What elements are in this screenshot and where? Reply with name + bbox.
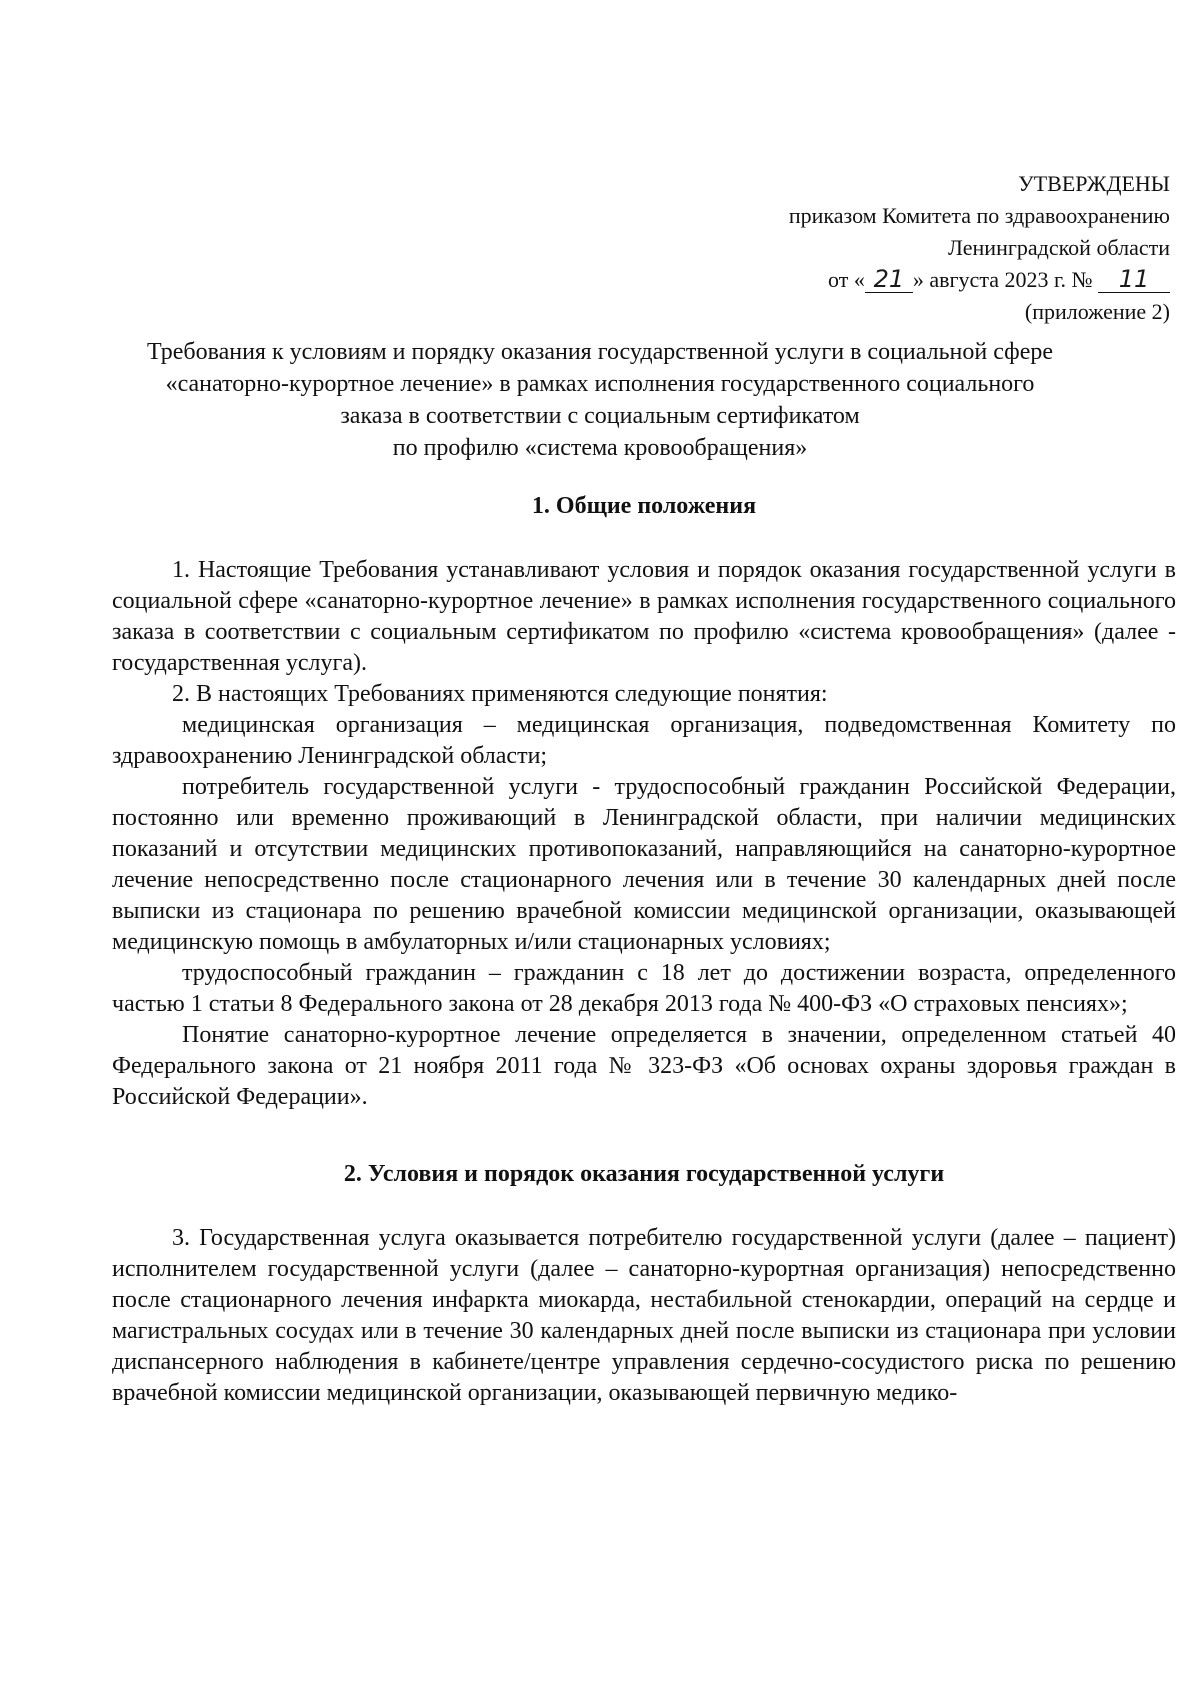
section-1-heading: 1. Общие положения [531,493,757,519]
paragraph-3: 3. Государственная услуга оказывается потребителю государственной услуги (далее – пациент) исполнителем государственной услуги (далее – санаторно-курортная организация) непосредственно после стационарного лечения инфаркта миокарда, нестабильной стенокардии, операций на сердце и магистральных сосудах или в течение 30 календарных дней после выписки из стационара при условии диспансерного наблюдения в кабинете/центре управления сердечно-сосудистого риска по решению врачебной комиссии медицинской организации, оказывающей первичную медико- [112,1225,1176,1406]
approval-appendix: (приложение 2) [1024,299,1170,324]
title-line-4: по профилю «система кровообращения» [392,435,808,461]
date-prefix: от « [828,267,865,292]
definition-service-consumer: потребитель государственной услуги - трудоспособный гражданин Российской Федерации, постоянно или временно проживающий в Ленинградской области, при наличии медицинских показаний и отсутствии медицинских противопоказаний, направляющийся на санаторно-курортное лечение непосредственно после стационарного лечения или в течение 30 календарных дней после выписки из стационара по решению врачебной комиссии медицинской организации, оказывающей медицинскую помощь в амбулаторных и/или стационарных условиях; [112,774,1176,955]
handwritten-day: 21 [865,266,913,293]
definition-able-bodied-citizen: трудоспособный гражданин – гражданин с 18 лет до достижении возраста, определенного частью 1 статьи 8 Федерального закона от 28 декабря 2013 года № 400-ФЗ «О страховых пенсиях»; [112,960,1176,1017]
document-body [112,491,1176,1409]
approval-status: УТВЕРЖДЕНЫ [1018,171,1170,196]
paragraph-1: 1. Настоящие Требования устанавливают условия и порядок оказания государственной услуги в социальной сфере «санаторно-курортное лечение» в рамках исполнения государственного социального заказа в соответствии с социальным сертификатом по профилю «система кровообращения» (далее - государственная услуга). [112,557,1176,676]
document-title [100,336,1100,464]
paragraph-2: 2. В настоящих Требованиях применяются следующие понятия: [172,681,828,707]
definition-medical-organization: медицинская организация – медицинская организация, подведомственная Комитету по здравоохранению Ленинградской области; [112,712,1176,769]
title-line-2: «санаторно-курортное лечение» в рамках исполнения государственного социального [165,371,1035,397]
definition-sanatorium-treatment: Понятие санаторно-курортное лечение определяется в значении, определенном статьей 40 Федерального закона от 21 ноября 2011 года № 323-ФЗ «Об основах охраны здоровья граждан в Российской Федерации». [112,1022,1176,1110]
section-2-heading: 2. Условия и порядок оказания государственной услуги [343,1161,945,1187]
title-line-1: Требования к условиям и порядку оказания государственной услуги в социальной сфере [146,339,1054,365]
approval-stamp [789,168,1170,328]
approval-region: Ленинградской области [948,235,1170,260]
date-suffix: » августа 2023 г. № [912,267,1093,292]
title-line-3: заказа в соответствии с социальным сертификатом [340,403,860,429]
approval-date-line [789,264,1170,296]
handwritten-order-number: 11 [1098,266,1170,293]
approval-order-source: приказом Комитета по здравоохранению [788,203,1170,228]
